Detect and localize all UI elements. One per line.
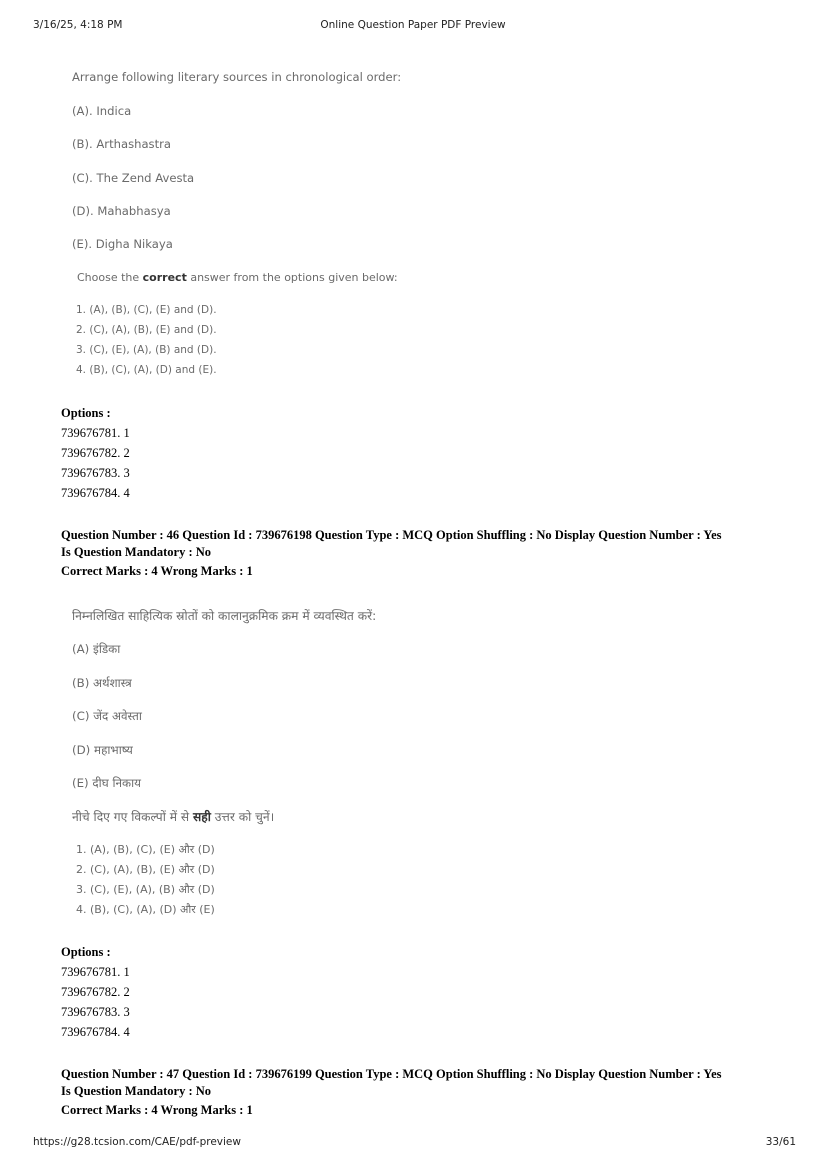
source-item: (B) अर्थशास्त्र: [72, 676, 132, 690]
choice-item: 4. (B), (C), (A), (D) and (E).: [76, 364, 217, 376]
answer-instruction: [77, 271, 398, 284]
choice-item: 1. (A), (B), (C), (E) and (D).: [76, 304, 217, 316]
meta-line-3: Correct Marks : 4 Wrong Marks : 1: [61, 564, 253, 578]
question-stem: Arrange following literary sources in chronological order:: [72, 70, 402, 84]
footer-page-number: 33/61: [765, 1136, 796, 1148]
answer-prefix: Choose the: [77, 271, 143, 284]
source-item: (E). Digha Nikaya: [72, 237, 173, 251]
option-item: 739676784. 4: [61, 1025, 130, 1039]
header-datetime: 3/16/25, 4:18 PM: [33, 19, 123, 31]
meta-line-1: Question Number : 47 Question Id : 739676199 Question Type : MCQ Option Shuffling : No Display Question Number : Yes: [61, 1067, 722, 1081]
meta-line-1: Question Number : 46 Question Id : 739676198 Question Type : MCQ Option Shuffling : No Display Question Number : Yes: [61, 528, 722, 542]
source-item: (E) दीघ निकाय: [72, 776, 142, 790]
choice-item: 2. (C), (A), (B), (E) and (D).: [76, 324, 217, 336]
option-item: 739676783. 3: [61, 1005, 130, 1019]
answer-prefix: नीचे दिए गए विकल्पों में से: [72, 810, 193, 824]
option-item: 739676781. 1: [61, 426, 130, 440]
choice-item: 3. (C), (E), (A), (B) and (D).: [76, 344, 217, 356]
answer-bold: सही: [193, 810, 211, 824]
source-item: (D). Mahabhasya: [72, 204, 171, 218]
footer-url[interactable]: https://g28.tcsion.com/CAE/pdf-preview: [33, 1136, 241, 1148]
choice-item: 2. (C), (A), (B), (E) और (D): [76, 863, 215, 876]
page-header: [0, 19, 826, 35]
answer-bold: correct: [142, 271, 187, 284]
choice-item: 3. (C), (E), (A), (B) और (D): [76, 883, 215, 896]
q45-options: [61, 403, 130, 503]
q46-options: [61, 942, 130, 1042]
header-title: Online Question Paper PDF Preview: [320, 19, 506, 31]
choice-item: 1. (A), (B), (C), (E) और (D): [76, 843, 215, 856]
meta-line-2: Is Question Mandatory : No: [61, 545, 212, 559]
source-item: (C). The Zend Avesta: [72, 171, 195, 185]
meta-line-2: Is Question Mandatory : No: [61, 1084, 212, 1098]
choice-item: 4. (B), (C), (A), (D) और (E): [76, 903, 215, 916]
options-title: Options :: [61, 945, 111, 959]
source-item: (A) इंडिका: [72, 642, 121, 656]
source-item: (D) महाभाष्य: [72, 743, 133, 757]
question-stem: निम्नलिखित साहित्यिक स्रोतों को कालानुक्रमिक क्रम में व्यवस्थित करें:: [72, 609, 377, 623]
source-item: (B). Arthashastra: [72, 137, 172, 151]
page-footer: [0, 1136, 826, 1152]
option-item: 739676782. 2: [61, 446, 130, 460]
source-item: (C) जेंद अवेस्ता: [72, 709, 142, 723]
option-item: 739676782. 2: [61, 985, 130, 999]
option-item: 739676783. 3: [61, 466, 130, 480]
answer-instruction: [72, 808, 274, 825]
source-item: (A). Indica: [72, 104, 132, 118]
options-title: Options :: [61, 406, 111, 420]
q46-meta: [61, 527, 781, 580]
answer-suffix: उत्तर को चुनें।: [210, 810, 275, 824]
option-item: 739676781. 1: [61, 965, 130, 979]
option-item: 739676784. 4: [61, 486, 130, 500]
q47-meta: [61, 1066, 781, 1119]
meta-line-3: Correct Marks : 4 Wrong Marks : 1: [61, 1103, 253, 1117]
answer-suffix: answer from the options given below:: [186, 271, 398, 284]
